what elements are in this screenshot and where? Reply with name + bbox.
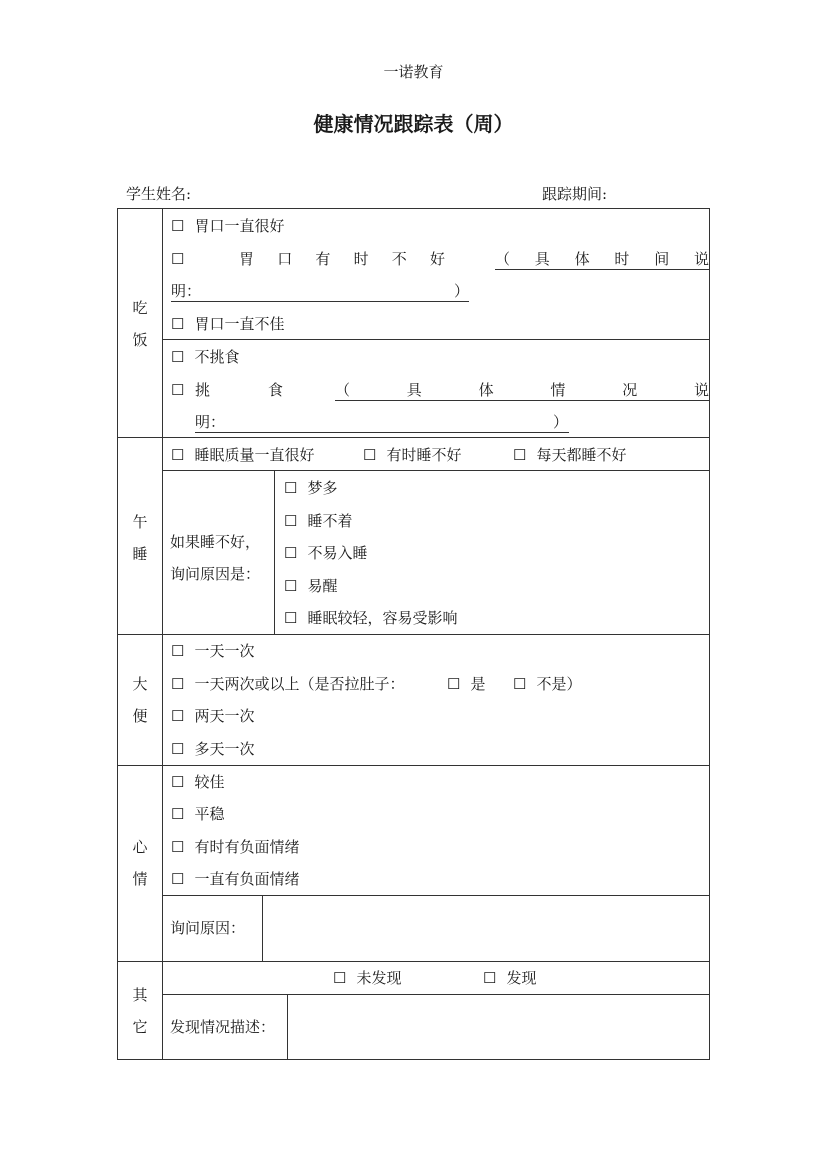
option-not-picky[interactable]: ☐ 不挑食 bbox=[171, 348, 240, 366]
checkbox-icon[interactable]: ☐ bbox=[513, 446, 527, 464]
sleep-reason-label: 如果睡不好， 询问原因是： bbox=[170, 533, 261, 583]
picky-note-line-1[interactable]: （ 具 体 情 况 说 bbox=[335, 381, 709, 399]
checkbox-icon[interactable]: ☐ bbox=[513, 675, 527, 693]
checkbox-icon[interactable]: ☐ bbox=[483, 969, 497, 987]
option-stool-several-days[interactable]: ☐ 多天一次 bbox=[171, 740, 255, 758]
reason-wakes-easily[interactable]: ☐ 易醒 bbox=[284, 577, 338, 595]
option-found[interactable]: ☐ 发现 bbox=[483, 969, 537, 987]
checkbox-icon[interactable]: ☐ bbox=[363, 446, 377, 464]
reason-light-sleep[interactable]: ☐ 睡眠较轻，容易受影响 bbox=[284, 609, 458, 627]
reason-hard-to-fall-asleep[interactable]: ☐ 不易入睡 bbox=[284, 544, 368, 562]
checkbox-icon[interactable]: ☐ bbox=[171, 250, 185, 268]
checkbox-icon[interactable]: ☐ bbox=[284, 544, 298, 562]
checkbox-icon[interactable]: ☐ bbox=[171, 707, 185, 725]
found-description-label: 发现情况描述： bbox=[170, 1018, 276, 1036]
option-mood-sometimes-negative[interactable]: ☐ 有时有负面情绪 bbox=[171, 838, 300, 856]
option-sleep-sometimes-bad[interactable]: ☐ 有时睡不好 bbox=[363, 446, 462, 464]
picky-note-line-2[interactable]: 明： ） bbox=[195, 413, 569, 431]
mood-reason-field[interactable] bbox=[263, 896, 709, 961]
section-label-mood: 心 情 bbox=[132, 838, 148, 888]
tracking-period-label: 跟踪期间: bbox=[542, 185, 608, 203]
found-description-field[interactable] bbox=[288, 995, 709, 1059]
section-label-nap: 午 睡 bbox=[132, 513, 148, 563]
reason-cannot-sleep[interactable]: ☐ 睡不着 bbox=[284, 512, 353, 530]
checkbox-icon[interactable]: ☐ bbox=[171, 446, 185, 464]
appetite-note-line-2[interactable]: 明： ） bbox=[171, 282, 470, 300]
option-appetite-poor[interactable]: ☐ 胃口一直不佳 bbox=[171, 315, 285, 333]
section-label-eating: 吃 饭 bbox=[132, 299, 148, 349]
option-stool-every-two-days[interactable]: ☐ 两天一次 bbox=[171, 707, 255, 725]
checkbox-icon[interactable]: ☐ bbox=[447, 675, 461, 693]
option-appetite-good[interactable]: ☐ 胃口一直很好 bbox=[171, 217, 285, 235]
option-sleep-daily-bad[interactable]: ☐ 每天都睡不好 bbox=[513, 446, 627, 464]
option-not-found[interactable]: ☐ 未发现 bbox=[333, 969, 402, 987]
checkbox-icon[interactable]: ☐ bbox=[284, 577, 298, 595]
form-title: 健康情况跟踪表（周） bbox=[313, 112, 514, 136]
section-label-other: 其 它 bbox=[132, 986, 148, 1036]
checkbox-icon[interactable]: ☐ bbox=[171, 675, 185, 693]
option-stool-twice-daily[interactable]: ☐ 一天两次或以上（是否拉肚子： bbox=[171, 675, 405, 693]
checkbox-icon[interactable]: ☐ bbox=[171, 348, 185, 366]
checkbox-icon[interactable]: ☐ bbox=[284, 479, 298, 497]
option-mood-good[interactable]: ☐ 较佳 bbox=[171, 773, 225, 791]
option-diarrhea-yes[interactable]: ☐ 是 bbox=[447, 675, 486, 693]
checkbox-icon[interactable]: ☐ bbox=[171, 805, 185, 823]
option-picky: 挑 食 bbox=[195, 381, 283, 399]
option-diarrhea-no[interactable]: ☐ 不是） bbox=[513, 675, 582, 693]
checkbox-icon[interactable]: ☐ bbox=[284, 512, 298, 530]
checkbox-icon[interactable]: ☐ bbox=[171, 838, 185, 856]
option-appetite-sometimes: 胃 口 有 时 不 好 bbox=[239, 250, 445, 268]
checkbox-icon[interactable]: ☐ bbox=[171, 642, 185, 660]
checkbox-icon[interactable]: ☐ bbox=[333, 969, 347, 987]
checkbox-icon[interactable]: ☐ bbox=[171, 217, 185, 235]
mood-reason-label: 询问原因： bbox=[170, 919, 246, 937]
appetite-note-line-1[interactable]: （ 具 体 时 间 说 bbox=[495, 250, 709, 268]
section-label-stool: 大 便 bbox=[132, 675, 148, 725]
checkbox-icon[interactable]: ☐ bbox=[171, 740, 185, 758]
org-header: 一诺教育 bbox=[383, 63, 444, 81]
checkbox-icon[interactable]: ☐ bbox=[171, 870, 185, 888]
checkbox-icon[interactable]: ☐ bbox=[171, 381, 185, 399]
checkbox-icon[interactable]: ☐ bbox=[284, 609, 298, 627]
reason-dreams[interactable]: ☐ 梦多 bbox=[284, 479, 338, 497]
student-name-label: 学生姓名: bbox=[126, 185, 192, 203]
option-stool-once-daily[interactable]: ☐ 一天一次 bbox=[171, 642, 255, 660]
checkbox-icon[interactable]: ☐ bbox=[171, 773, 185, 791]
option-mood-always-negative[interactable]: ☐ 一直有负面情绪 bbox=[171, 870, 300, 888]
checkbox-icon[interactable]: ☐ bbox=[171, 315, 185, 333]
option-sleep-good[interactable]: ☐ 睡眠质量一直很好 bbox=[171, 446, 315, 464]
option-mood-stable[interactable]: ☐ 平稳 bbox=[171, 805, 225, 823]
